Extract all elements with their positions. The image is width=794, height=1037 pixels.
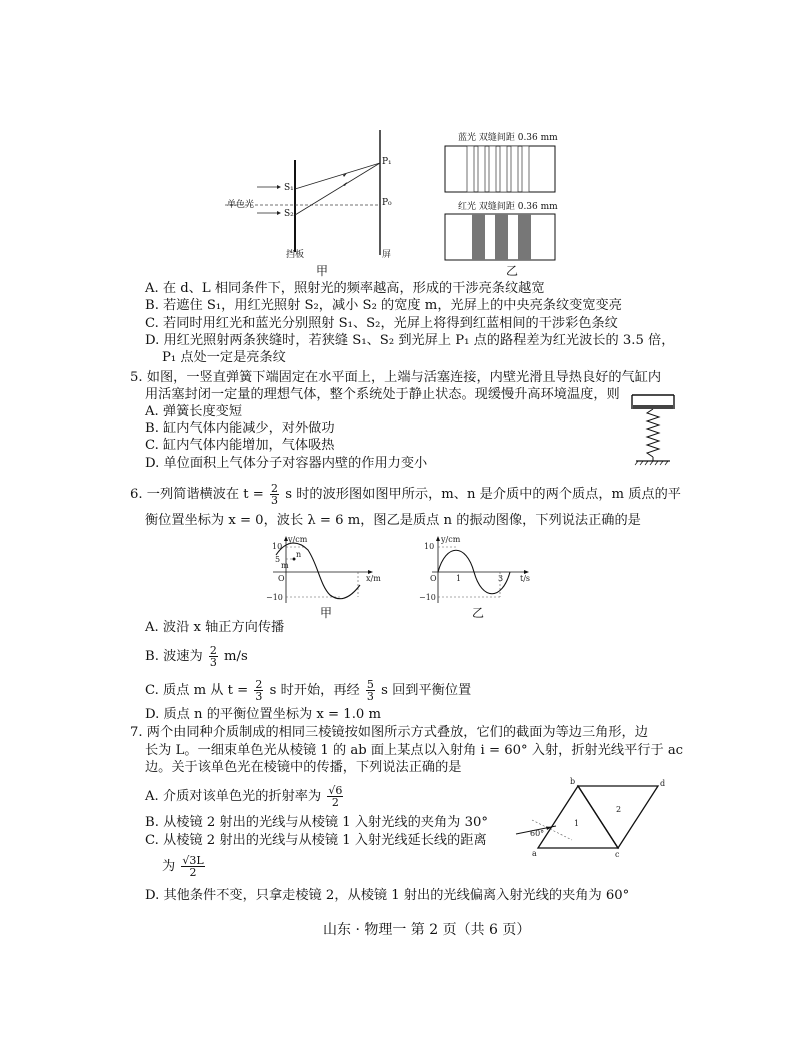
left-xlabel: x/m — [366, 574, 381, 583]
baffle-label: 挡板 — [286, 250, 305, 260]
q5-option-b: B. 缸内气体内能减少，对外做功 — [145, 421, 335, 436]
right-x3: 3 — [498, 574, 504, 583]
q5-option-c: C. 缸内气体内能增加，气体吸热 — [145, 438, 335, 453]
prism-1-label: 1 — [574, 819, 580, 828]
screen-label: 屏 — [382, 250, 392, 260]
left-yn10: −10 — [266, 593, 283, 602]
q7-stem-line2: 长为 L。一细束单色光从棱镜 1 的 ab 面上某点以入射角 i = 60° 入射，折射光线平行于 ac — [145, 743, 684, 758]
q4-option-c: C. 若同时用红光和蓝光分别照射 S₁、S₂，光屏上将得到红蓝相间的干涉彩色条纹 — [145, 316, 618, 331]
blue-fringes — [445, 146, 555, 192]
vibration-graph-right — [418, 535, 538, 610]
right-origin: O — [430, 574, 437, 583]
light-label: 单色光 — [227, 200, 255, 210]
q5-option-d: D. 单位面积上气体分子对容器内壁的作用力变小 — [145, 456, 428, 471]
p1-label: P₁ — [382, 157, 392, 167]
caption-right: 乙 — [506, 264, 519, 278]
blue-label: 蓝光 双缝间距 0.36 mm — [458, 133, 558, 143]
right-x1: 1 — [456, 574, 462, 583]
left-n: n — [296, 550, 302, 559]
q4-option-b: B. 若遮住 S₁，用红光照射 S₂，减小 S₂ 的宽度 m，光屏上的中央亮条纹变宽变亮 — [145, 298, 622, 313]
q7-option-a: A. 介质对该单色光的折射率为 $\frac{√6}{2}$ — [145, 784, 343, 809]
wave-graph-left — [266, 535, 381, 610]
prism-d: d — [660, 779, 666, 788]
q6-stem-line2: 衡位置坐标为 x = 0，波长 λ = 6 m，图乙是质点 n 的振动图像，下列说法正确的是 — [145, 513, 641, 528]
prism-angle-label: 60° — [530, 829, 545, 838]
page-footer: 山东 · 物理一 第 2 页（共 6 页） — [323, 922, 531, 938]
q7-option-c2: 为 $\frac{√3L}{2}$ — [162, 854, 204, 879]
q7-option-d: D. 其他条件不变，只拿走棱镜 2，从棱镜 1 射出的光线偏离入射光线的夹角为 60° — [145, 888, 630, 903]
q5-stem-line2: 用活塞封闭一定量的理想气体，整个系统处于静止状态。现缓慢升高环境温度，则 — [145, 387, 620, 402]
right-xlabel: t/s — [520, 574, 531, 583]
red-fringes — [445, 214, 555, 260]
right-yn10: −10 — [419, 593, 436, 602]
prism-2-label: 2 — [616, 805, 622, 814]
q4-option-d1: D. 用红光照射两条狭缝时，若狭缝 S₁、S₂ 到光屏上 P₁ 点的路程差为红光波长的 3.5 倍， — [145, 333, 675, 348]
q7-option-b: B. 从棱镜 2 射出的光线与从棱镜 1 入射光线的夹角为 30° — [145, 815, 488, 830]
left-y5: 5 — [275, 555, 281, 564]
right-ylabel: y/cm — [441, 535, 461, 544]
q6-caption-left: 甲 — [320, 606, 333, 620]
q4-option-a: A. 在 d、L 相同条件下，照射光的频率越高，形成的干涉亮条纹越宽 — [145, 281, 545, 296]
q6-option-c: C. 质点 m 从 t = $\frac{2}{3}$ s 时开始，再经 $\frac{5}{3}$ s 回到平衡位置 — [145, 678, 472, 703]
left-ylabel: y/cm — [288, 535, 308, 544]
prism-diagram — [510, 778, 670, 858]
q5-option-a: A. 弹簧长度变短 — [145, 404, 243, 419]
prism-c: c — [615, 850, 620, 859]
q6-option-a: A. 波沿 x 轴正方向传播 — [145, 620, 285, 635]
s2-label: S₂ — [284, 209, 294, 219]
prism-a: a — [532, 849, 537, 858]
s1-label: S₁ — [284, 183, 294, 193]
q4-option-d2: P₁ 点处一定是亮条纹 — [162, 350, 286, 365]
q7-stem-line3: 边。关于该单色光在棱镜中的传播，下列说法正确的是 — [145, 760, 462, 775]
p0-label: P₀ — [382, 198, 392, 208]
right-y10: 10 — [424, 542, 435, 551]
q6-option-b: B. 波速为 $\frac{2}{3}$ m/s — [145, 644, 248, 669]
red-label: 红光 双缝间距 0.36 mm — [458, 202, 558, 212]
q7-option-c1: C. 从棱镜 2 射出的光线与从棱镜 1 入射光线延长线的距离 — [145, 833, 487, 848]
q6-caption-right: 乙 — [472, 606, 485, 620]
double-slit-diagram — [225, 125, 395, 260]
prism-b: b — [570, 777, 576, 786]
left-m: m — [281, 561, 289, 570]
q6-option-d: D. 质点 n 的平衡位置坐标为 x = 1.0 m — [145, 707, 381, 722]
caption-left: 甲 — [316, 264, 329, 278]
q6-stem-line1: 6. 一列简谐横波在 t = $\frac{2}{3}$ s 时的波形图如图甲所示，m、n 是介质中的两个质点，m 质点的平 — [130, 482, 681, 507]
left-y10: 10 — [272, 542, 283, 551]
q5-stem-line1: 5. 如图，一竖直弹簧下端固定在水平面上，上端与活塞连接，内壁光滑且导热良好的气缸内 — [130, 370, 662, 385]
spring-cylinder-diagram — [628, 395, 678, 470]
left-origin: O — [278, 574, 285, 583]
q7-stem-line1: 7. 两个由同种介质制成的相同三棱镜按如图所示方式叠放，它们的截面为等边三角形，边 — [130, 725, 648, 740]
